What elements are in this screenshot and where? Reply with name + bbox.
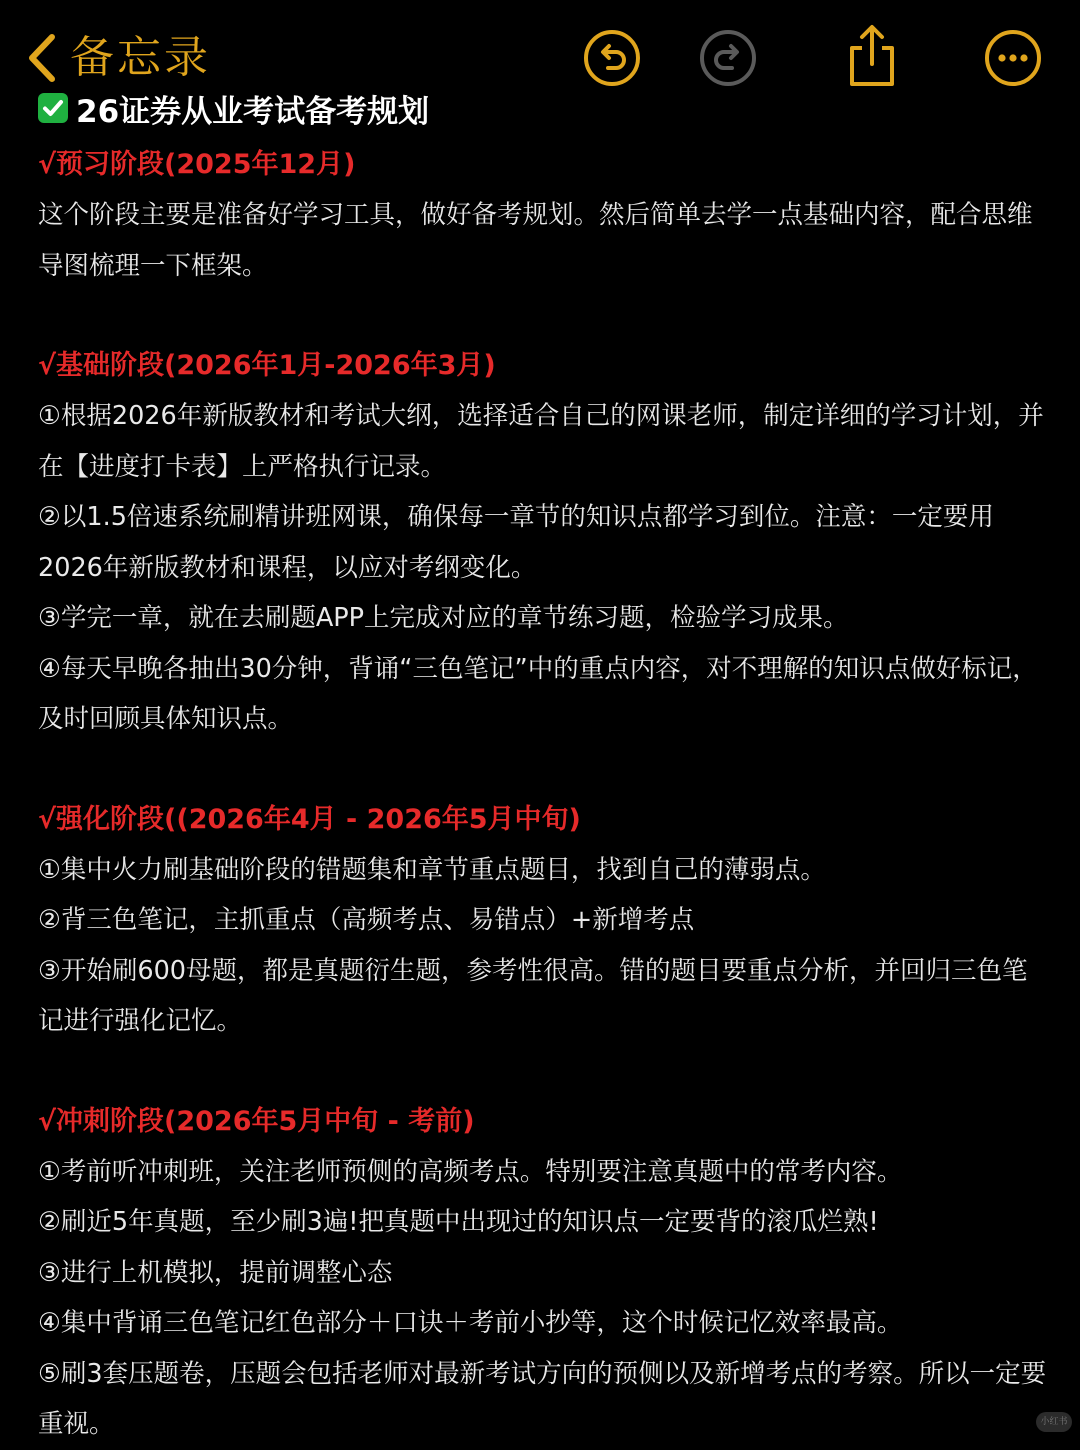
section-heading: √强化阶段((2026年4月 - 2026年5月中旬) [38, 803, 581, 835]
section-strengthen [38, 795, 1048, 1047]
section-preview [38, 140, 1048, 291]
share-icon[interactable] [842, 24, 902, 88]
blank-line [38, 291, 1048, 341]
section-paragraph: 这个阶段主要是准备好学习工具，做好备考规划。然后简单去学一点基础内容，配合思维导图梳理一下框架。 [38, 200, 1033, 281]
section-sprint [38, 1097, 1048, 1450]
note-body[interactable] [38, 86, 1048, 1450]
section-paragraph: ③进行上机模拟，提前调整心态 [38, 1257, 393, 1288]
section-paragraph: ④每天早晚各抽出30分钟，背诵“三色笔记”中的重点内容，对不理解的知识点做好标记，及时回顾具体知识点。 [38, 653, 1038, 734]
section-heading: √冲刺阶段(2026年5月中旬 - 考前) [38, 1105, 475, 1137]
back-button[interactable] [24, 28, 211, 88]
section-heading: √预习阶段(2025年12月) [38, 149, 356, 180]
section-paragraph: ③开始刷600母题，都是真题衍生题，参考性很高。错的题目要重点分析，并回归三色笔记进行强化记忆。 [38, 955, 1028, 1036]
more-icon[interactable] [983, 28, 1043, 88]
note-title-row [38, 86, 1048, 130]
section-paragraph: ①根据2026年新版教材和考试大纲，选择适合自己的网课老师，制定详细的学习计划，并在【进度打卡表】上严格执行记录。 [38, 401, 1044, 482]
note-title: 26证券从业考试备考规划 [76, 93, 430, 130]
checkbox-checked-icon [38, 93, 68, 123]
nav-bar [0, 0, 1080, 88]
section-foundation [38, 341, 1048, 745]
section-paragraph: ①集中火力刷基础阶段的错题集和章节重点题目，找到自己的薄弱点。 [38, 854, 826, 885]
section-paragraph: ②背三色笔记，主抓重点（高频考点、易错点）+新增考点 [38, 905, 695, 935]
back-label: 备忘录 [70, 32, 211, 83]
blank-line [38, 1047, 1048, 1097]
section-paragraph: ④集中背诵三色笔记红色部分＋口诀＋考前小抄等，这个时候记忆效率最高。 [38, 1308, 903, 1338]
blank-line [38, 745, 1048, 795]
undo-icon[interactable] [582, 28, 642, 88]
chevron-left-icon [24, 32, 60, 84]
redo-icon[interactable] [698, 28, 758, 88]
section-paragraph: ③学完一章，就在去刷题APP上完成对应的章节练习题，检验学习成果。 [38, 603, 849, 633]
section-paragraph: ②刷近5年真题，至少刷3遍!把真题中出现过的知识点一定要背的滚瓜烂熟! [38, 1207, 879, 1237]
watermark-badge: 小红书 [1036, 1412, 1072, 1432]
section-paragraph: ①考前听冲刺班，关注老师预侧的高频考点。特别要注意真题中的常考内容。 [38, 1156, 903, 1187]
section-heading: √基础阶段(2026年1月-2026年3月) [38, 350, 496, 381]
section-paragraph: ②以1.5倍速系统刷精讲班网课，确保每一章节的知识点都学习到位。注意：一定要用2026年新版教材和课程，以应对考纲变化。 [38, 502, 994, 583]
section-paragraph: ⑤刷3套压题卷，压题会包括老师对最新考试方向的预侧以及新增考点的考察。所以一定要重视。 [38, 1358, 1047, 1439]
